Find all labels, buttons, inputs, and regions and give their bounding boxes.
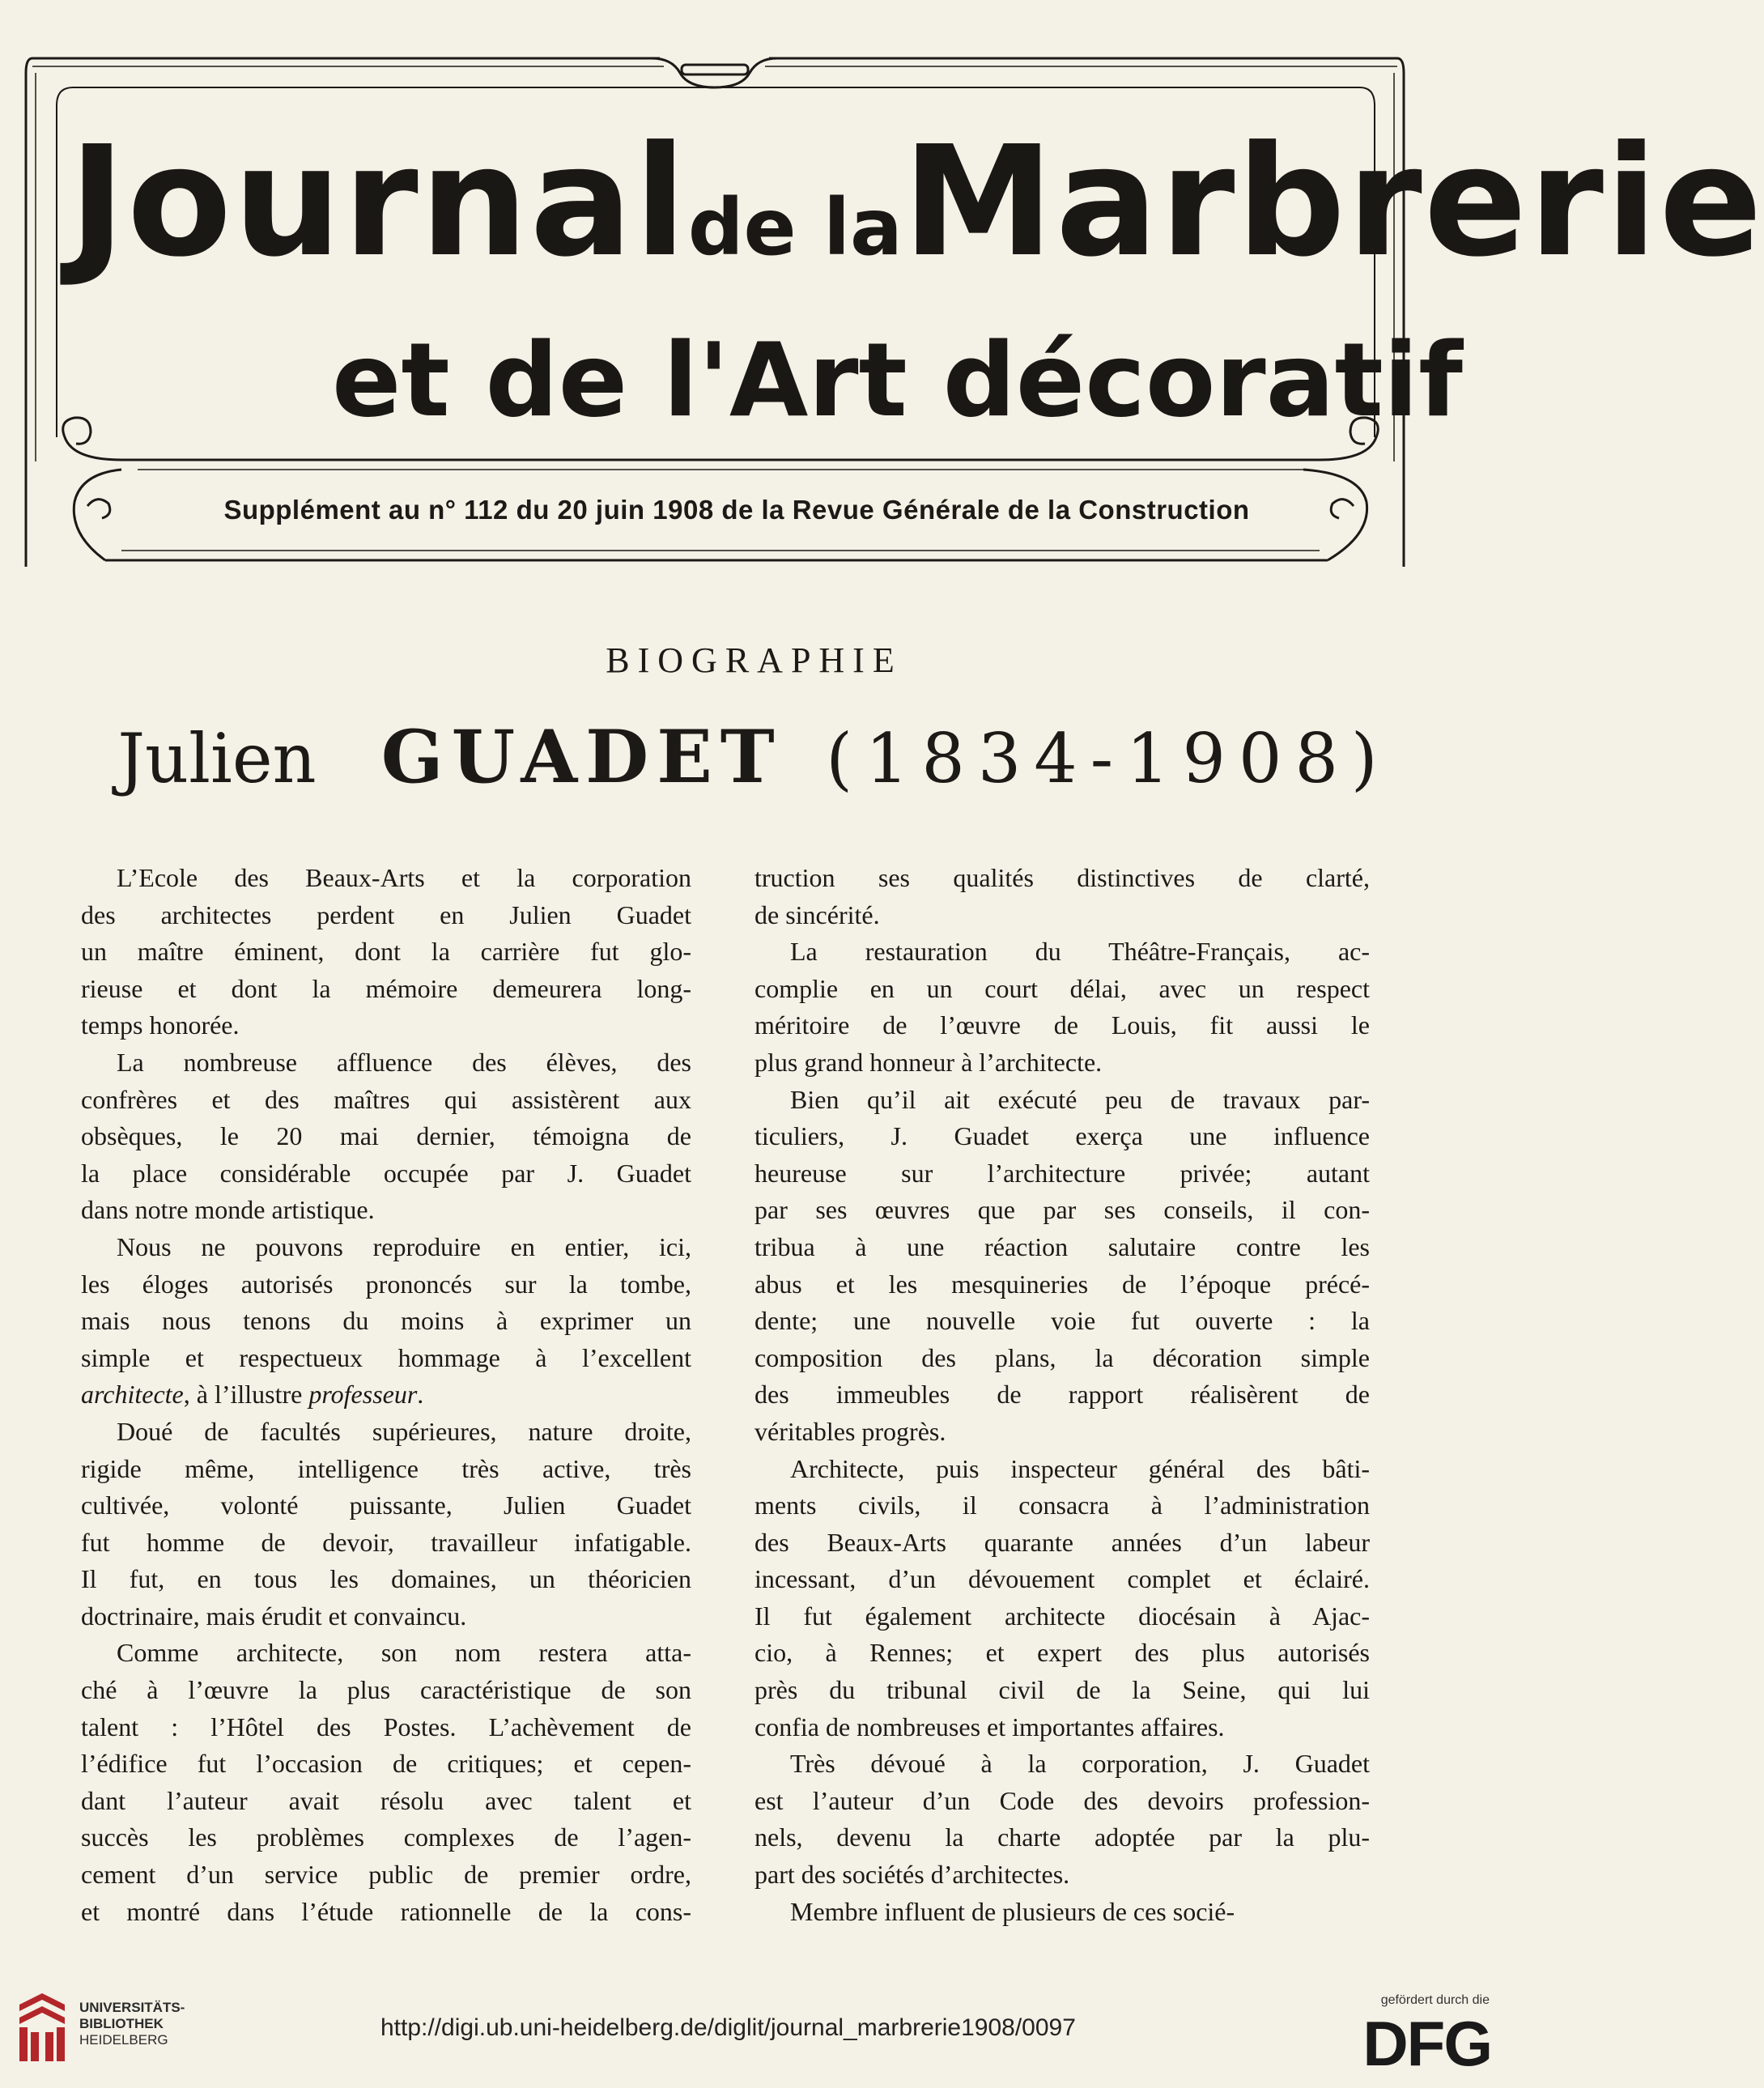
paragraph	[81, 1414, 691, 1635]
left-column	[81, 860, 691, 1930]
text-line: de sincérité.	[754, 899, 880, 929]
university-library-logo-icon	[19, 1993, 65, 2061]
text-line: véritables progrès.	[754, 1416, 946, 1446]
text-line: cement d’un service public de premier ordre,	[81, 1860, 691, 1890]
paragraph	[81, 1044, 691, 1229]
text-line: ments civils, il consacra à l’administration	[754, 1491, 1370, 1520]
funding-label: gefördert durch die	[1380, 1993, 1490, 2007]
text-line: abus et les mesquineries de l’époque précé-	[754, 1269, 1370, 1299]
text-line: rieuse et dont la mémoire demeurera long-	[81, 973, 691, 1003]
article-years: (1834-1908)	[826, 719, 1391, 798]
italic-word-professeur: professeur	[308, 1380, 418, 1410]
text-line: confia de nombreuses et importantes affaires.	[754, 1712, 1225, 1741]
text-line: des Beaux-Arts quarante années d’un labeur	[754, 1527, 1370, 1557]
text-line: Il fut, en tous les domaines, un théoricien	[81, 1564, 691, 1594]
text-line: Doué de facultés supérieures, nature droite,	[117, 1416, 691, 1446]
text-line: les éloges autorisés prononcés sur la tombe,	[81, 1269, 691, 1299]
text-line: dant l’auteur avait résolu avec talent et	[81, 1785, 691, 1815]
right-column	[754, 860, 1370, 1930]
text-line: mais nous tenons du moins à exprimer un	[81, 1306, 691, 1336]
paragraph	[81, 860, 691, 1044]
text-line: ché à l’œuvre la plus caractéristique de son	[81, 1675, 691, 1705]
paragraph	[81, 1635, 691, 1930]
text-line: simple et respectueux hommage à l’excellent	[81, 1342, 691, 1372]
paragraph	[754, 1894, 1370, 1931]
text-line: doctrinaire, mais érudit et convaincu.	[81, 1601, 467, 1631]
text-line: Membre influent de plusieurs de ces socié-	[790, 1896, 1235, 1926]
text-line: talent : l’Hôtel des Postes. L’achèvement de	[81, 1712, 691, 1741]
text-line: Architecte, puis inspecteur général des bâti-	[790, 1453, 1370, 1483]
article-title	[0, 714, 1508, 800]
text-line: heureuse sur l’architecture privée; autant	[754, 1158, 1370, 1188]
text-line: fut homme de devoir, travailleur infatigable.	[81, 1527, 691, 1557]
text-line: succès les problèmes complexes de l’agen-	[81, 1822, 691, 1852]
supplement-line: Supplément au n° 112 du 20 juin 1908 de la Revue Générale de la Construction	[223, 495, 1250, 525]
section-title: BIOGRAPHIE	[606, 640, 903, 680]
text-line: dente; une nouvelle voie fut ouverte : la	[754, 1306, 1370, 1336]
library-line-2: BIBLIOTHEK	[79, 2016, 164, 2031]
journal-subtitle: et de l'Art décoratif	[332, 321, 1463, 440]
dfg-logo: DFG	[1362, 2008, 1491, 2079]
text-line: des immeubles de rapport réalisèrent de	[754, 1380, 1370, 1410]
text-line: Très dévoué à la corporation, J. Guadet	[790, 1749, 1370, 1779]
text-line: part des sociétés d’architectes.	[754, 1860, 1070, 1890]
text-line: cultivée, volonté puissante, Julien Guadet	[81, 1491, 691, 1520]
article-first-name: Julien	[117, 719, 317, 798]
text-line: obsèques, le 20 mai dernier, témoigna de	[81, 1121, 691, 1151]
text-line: plus grand honneur à l’architecte.	[754, 1047, 1103, 1077]
italic-line-end: .	[417, 1380, 424, 1410]
university-library-name	[79, 2000, 241, 2048]
text-line: Comme architecte, son nom restera atta-	[117, 1638, 691, 1668]
paragraph	[754, 860, 1370, 933]
article-last-name: GUADET	[380, 714, 783, 800]
text-line: un maître éminent, dont la carrière fut glo-	[81, 937, 691, 967]
text-line: est l’auteur d’un Code des devoirs profession-	[754, 1785, 1370, 1815]
text-line: Nous ne pouvons reproduire en entier, ici,	[117, 1231, 691, 1261]
title-word-journal: Journal	[69, 113, 688, 291]
title-word-de-la: de la	[687, 182, 903, 273]
journal-title	[69, 113, 1764, 308]
text-line: rigide même, intelligence très active, très	[81, 1453, 691, 1483]
text-line: complie en un court délai, avec un respect	[754, 973, 1370, 1003]
text-line-italic	[81, 1376, 691, 1414]
italic-word-architecte: architecte	[81, 1380, 184, 1410]
text-line: la place considérable occupée par J. Guadet	[81, 1158, 691, 1188]
text-line: près du tribunal civil de la Seine, qui lui	[754, 1675, 1370, 1705]
text-line: nels, devenu la charte adoptée par la plu-	[754, 1822, 1370, 1852]
text-line: composition des plans, la décoration simple	[754, 1342, 1370, 1372]
paragraph	[754, 1746, 1370, 1893]
text-line: La nombreuse affluence des élèves, des	[117, 1047, 691, 1077]
title-word-marbrerie: Marbrerie	[902, 113, 1764, 291]
text-line: L’Ecole des Beaux-Arts et la corporation	[117, 863, 691, 892]
text-line: par ses œuvres que par ses conseils, il con-	[754, 1195, 1370, 1225]
text-line: ticuliers, J. Guadet exerça une influence	[754, 1121, 1370, 1151]
text-line: truction ses qualités distinctives de clarté,	[754, 863, 1370, 892]
text-line: cio, à Rennes; et expert des plus autorisés	[754, 1638, 1370, 1668]
library-line-3: HEIDELBERG	[79, 2032, 168, 2048]
masthead	[24, 40, 1764, 576]
text-line: dans notre monde artistique.	[81, 1195, 375, 1225]
library-line-1: UNIVERSITÄTS-	[79, 2000, 185, 2015]
text-line: tribua à une réaction salutaire contre les	[754, 1231, 1370, 1261]
italic-line-mid: , à l’illustre	[183, 1380, 309, 1410]
text-line: Bien qu’il ait exécuté peu de travaux par-	[790, 1084, 1370, 1114]
paragraph	[81, 1229, 691, 1414]
paragraph	[754, 1082, 1370, 1451]
paragraph	[754, 1451, 1370, 1746]
source-url[interactable]: http://digi.ub.uni-heidelberg.de/diglit/journal_marbrerie1908/0097	[380, 2014, 1076, 2041]
text-line: l’édifice fut l’occasion de critiques; et cepen-	[81, 1749, 691, 1779]
text-line: confrères et des maîtres qui assistèrent aux	[81, 1084, 691, 1114]
text-line: temps honorée.	[81, 1010, 240, 1040]
text-line: Il fut également architecte diocésain à Ajac-	[754, 1601, 1370, 1631]
text-line: incessant, d’un dévouement complet et éclairé.	[754, 1564, 1370, 1594]
text-line: méritoire de l’œuvre de Louis, fit aussi le	[754, 1010, 1370, 1040]
text-line: et montré dans l’étude rationnelle de la cons-	[81, 1896, 691, 1926]
text-line: La restauration du Théâtre-Français, ac-	[790, 937, 1370, 967]
text-line: des architectes perdent en Julien Guadet	[81, 899, 691, 929]
paragraph	[754, 933, 1370, 1081]
